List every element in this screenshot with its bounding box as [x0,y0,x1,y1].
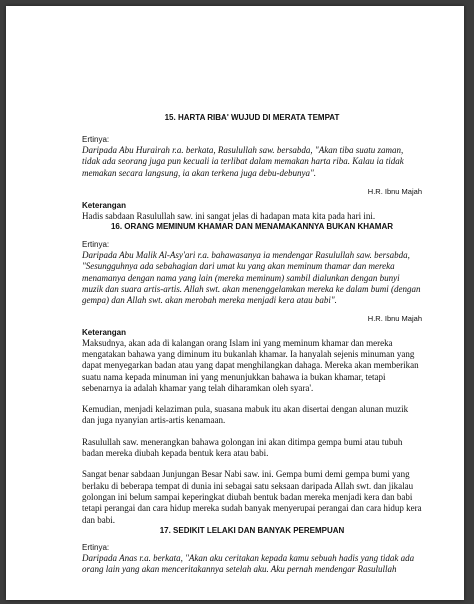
keterangan-label: Keterangan [82,327,127,337]
keterangan-paragraph: Maksudnya, akan ada di kalangan orang Islam ini yang meminum khamar dan mereka mengatakan bahawa yang diminum itu bukanlah khamar. Ia hanyalah sejenis minuman yang dapat menyegarkan badan atau yang dapat menghilangkan dahaga. Mereka akan memberikan suatu nama kepada minuman ini yang menunjukkan bahawa ia bukan khamar, tetapi sebenarnya ia adalah khamar yang telah diharamkan oleh syara'. [82,337,419,393]
section-16 [82,222,422,526]
hadith-text: Daripada Anas r.a. berkata, "Akan aku ceritakan kepada kamu sebuah hadis yang tidak ada orang lain yang akan menceritakannya setelah aku. Aku pernah mendengar Rasulullah [82,552,415,575]
page-content [82,6,422,575]
hadith-text: Daripada Abu Hurairah r.a. berkata, Rasulullah saw. bersabda, "Akan tiba suatu zaman, tidak ada seorang juga pun kecuali ia terlibat dalam memakan harta riba. Kalau ia tidak memakan secara langsung, ia akan terkena juga debu-debunya". [82,145,404,178]
keterangan-paragraph: Hadis sabdaan Rasulullah saw. ini sangat jelas di hadapan mata kita pada hari ini. [82,210,376,221]
hadith-source: H.R. Ibnu Majah [367,313,422,323]
hadith-source: H.R. Ibnu Majah [367,186,422,196]
keterangan-paragraph: Sangat benar sabdaan Junjungan Besar Nabi saw. ini. Gempa bumi demi gempa bumi yang berlaku di beberapa tempat di dunia ini sebagai satu seksaan daripada Allah swt. dan jikalau golongan ini belum sampai keperingkat diubah bentuk badan mereka menjadi kera dan babi tetapi perangai dan cara hidup mereka sudah banyak menyerupai perangai dan cara hidup kera dan babi. [82,469,422,525]
keterangan-label: Keterangan [82,200,127,210]
section-17 [82,526,422,576]
section-heading: 15. HARTA RIBA' WUJUD DI MERATA TEMPAT [164,113,340,122]
ertinya-label: Ertinya: [82,542,110,552]
section-heading: 16. ORANG MEMINUM KHAMAR DAN MENAMAKANNYA BUKAN KHAMAR [110,222,394,232]
document-page [6,6,464,600]
hadith-text: Daripada Abu Malik Al-Asy'ari r.a. bahawasanya ia mendengar Rasulullah saw. bersabda, "Sesungguhnya ada sebahagian dari umat ku yang akan meminum thamar dan mereka menamanya dengan nama yang lain (mereka meminum) sambil dialunkan dengan bunyi muzik dan suara artis-artis. Allah swt. akan menenggelamkan mereka ke dalam bumi (dengan gempa) dan Allah swt. akan merobah mereka menjadi kera atau babi". [82,250,421,306]
keterangan-paragraph: Kemudian, menjadi kelaziman pula, suasana mabuk itu akan disertai dengan alunan muzik dan juga nyanyian artis-artis kenamaan. [82,404,409,426]
section-heading: 17. SEDIKIT LELAKI DAN BANYAK PEREMPUAN [159,525,345,535]
keterangan-paragraph: Rasulullah saw. menerangkan bahawa golongan ini akan ditimpa gempa bumi atau tubuh badan mereka diubah kepada bentuk kera atau babi. [82,436,403,459]
ertinya-label: Ertinya: [82,135,110,144]
section-15 [82,113,422,222]
ertinya-label: Ertinya: [82,240,110,250]
